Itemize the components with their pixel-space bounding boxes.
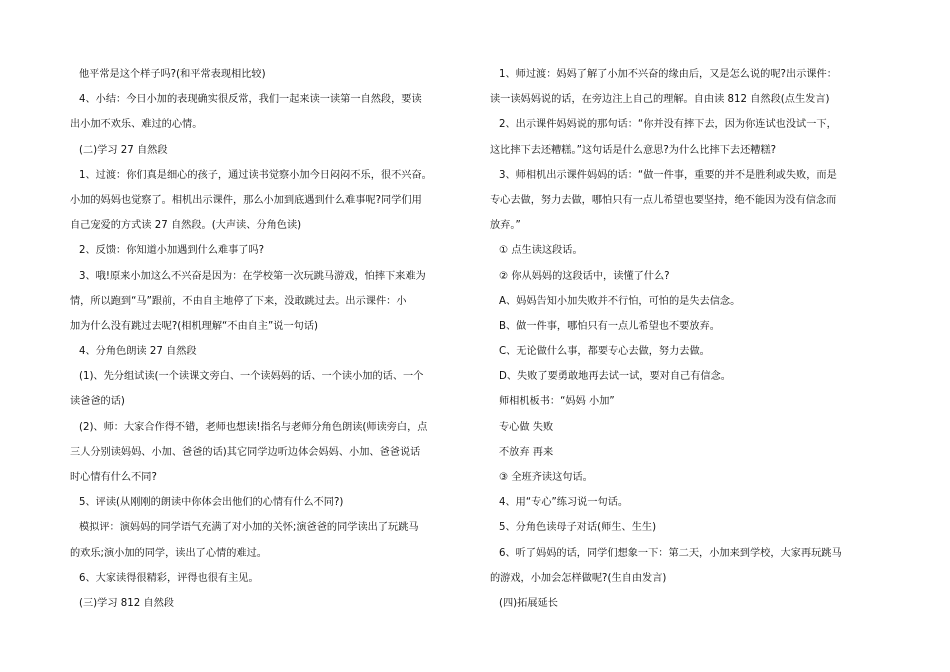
text-line: 出小加不欢乐、难过的心情。 [70, 119, 203, 131]
text-line: 情，所以跑到“马”跟前，不由自主地停了下来，没敢跳过去。出示课件：小 [70, 295, 407, 307]
text-line: ① 点生读这段话。 [499, 245, 583, 257]
text-line: 6、大家读得很精彩，评得也很有主见。 [79, 572, 259, 584]
text-line: C、无论做什么事，都要专心去做，努力去做。 [499, 346, 710, 358]
text-line: 不放弃 再来 [499, 446, 554, 458]
left-column [70, 62, 470, 616]
text-line: 5、评读(从刚刚的朗读中你体会出他们的心情有什么不同?) [79, 497, 344, 509]
text-line: 6、听了妈妈的话，同学们想象一下：第二天，小加来到学校，大家再玩跳马 [499, 547, 842, 559]
text-line: 1、师过渡：妈妈了解了小加不兴奋的缘由后，又是怎么说的呢?出示课件： [499, 69, 837, 80]
text-line: 自己宠爱的方式读 27 自然段。(大声读、分角色读) [70, 220, 302, 232]
text-line: 师相机板书：“妈妈 小加” [499, 396, 615, 408]
text-line: 5、分角色读母子对话(师生、生生) [499, 522, 657, 534]
text-line: 4、分角色朗读 27 自然段 [79, 346, 197, 358]
text-line: 4、用“专心”练习说一句话。 [499, 497, 629, 509]
text-line: 2、出示课件妈妈说的那句话：“你并没有摔下去，因为你连试也没试一下， [499, 119, 837, 131]
text-line: 小加的妈妈也觉察了。相机出示课件，那么小加到底遇到什么难事呢?同学们用 [70, 194, 422, 206]
text-line: 3、师相机出示课件妈妈的话：“做一件事，重要的并不是胜利或失败，而是 [499, 169, 837, 181]
text-line: 读爸爸的话) [70, 396, 125, 408]
text-line: 这比摔下去还糟糕。”这句话是什么意思?为什么比摔下去还糟糕? [490, 144, 777, 156]
text-line: 时心情有什么不同? [70, 472, 157, 483]
text-line: ② 你从妈妈的这段话中，读懂了什么? [499, 270, 670, 282]
section-heading: (三)学习 812 自然段 [79, 597, 174, 609]
text-line: (1)、先分组试读(一个读课文旁白、一个读妈妈的话、一个读小加的话、一个 [79, 371, 424, 383]
text-line: 3、哦!原来小加这么不兴奋是因为：在学校第一次玩跳马游戏，怕摔下来难为 [79, 270, 426, 282]
text-line: 加为什么没有跳过去呢?(相机理解“不由自主”说一句话) [70, 320, 319, 332]
text-line: B、做一件事，哪怕只有一点儿希望也不要放弃。 [499, 320, 720, 332]
section-heading: (四)拓展延长 [499, 597, 558, 609]
right-column [490, 62, 882, 616]
text-line: 专心去做，努力去做，哪怕只有一点儿希望也要坚持，绝不能因为没有信念而 [490, 194, 837, 206]
text-line: 4、小结：今日小加的表现确实很反常，我们一起来读一读第一自然段，要读 [79, 94, 422, 106]
text-line: (2)、师：大家合作得不错，老师也想读!指名与老师分角色朗读(师读旁白，点 [79, 421, 428, 433]
text-line: 三人分别读妈妈、小加、爸爸的话)其它同学边听边体会妈妈、小加、爸爸说话 [70, 446, 421, 458]
text-line: 1、过渡：你们真是细心的孩子，通过读书觉察小加今日闷闷不乐，很不兴奋。 [79, 169, 432, 181]
section-heading: (二)学习 27 自然段 [79, 144, 168, 156]
text-line: ③ 全班齐读这句话。 [499, 472, 593, 483]
text-line: 的欢乐;演小加的同学，读出了心情的难过。 [70, 547, 267, 559]
text-line: 模拟评：演妈妈的同学语气充满了对小加的关怀;演爸爸的同学读出了玩跳马 [79, 522, 419, 534]
text-line: A、妈妈告知小加失败并不行怕，可怕的是失去信念。 [499, 295, 741, 307]
text-line: 他平常是这个样子吗?(和平常表现相比较) [79, 69, 266, 80]
text-line: D、失败了要勇敢地再去试一试，要对自己有信念。 [499, 371, 731, 383]
text-line: 专心做 失败 [499, 421, 554, 433]
text-line: 的游戏，小加会怎样做呢?(生自由发言) [490, 572, 667, 584]
text-line: 放弃。” [490, 220, 521, 232]
text-line: 2、反馈：你知道小加遇到什么难事了吗? [79, 245, 265, 257]
text-line: 读一读妈妈说的话，在旁边注上自己的理解。自由读 812 自然段(点生发言) [490, 94, 830, 106]
